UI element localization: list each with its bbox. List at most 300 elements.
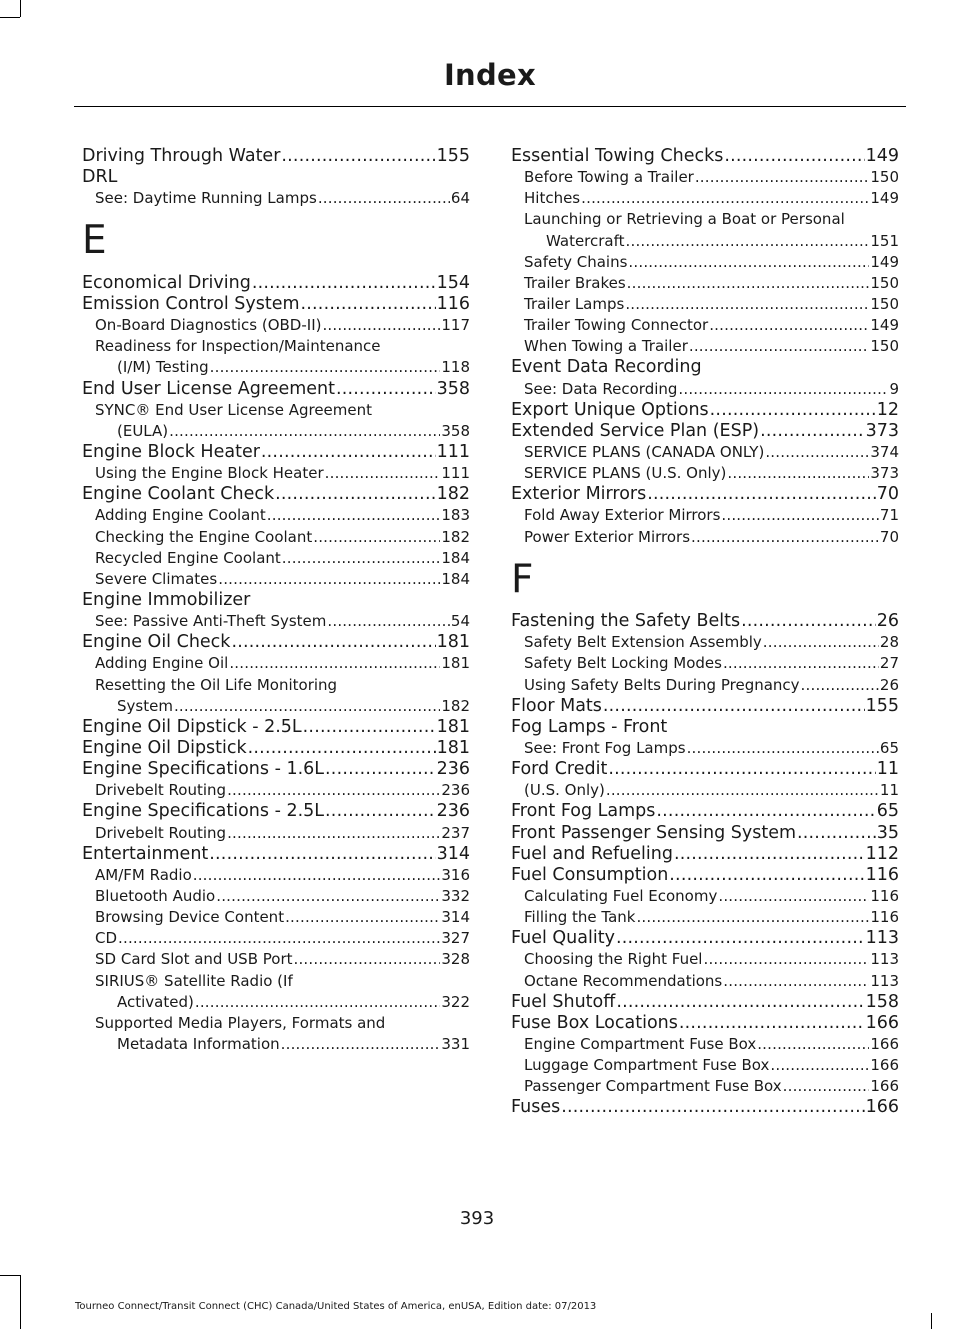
entry-label: Front Passenger Sensing System xyxy=(511,822,797,843)
dot-leader xyxy=(757,1034,869,1055)
index-subentry xyxy=(511,886,899,907)
entry-page-number: 65 xyxy=(879,738,899,757)
entry-label: See: Passive Anti-Theft System xyxy=(95,612,327,631)
entry-label: Extended Service Plan (ESP) xyxy=(511,420,760,441)
entry-label: Drivebelt Routing xyxy=(95,823,227,842)
entry-page-number: 374 xyxy=(870,442,899,461)
dot-leader xyxy=(248,738,436,759)
entry-page-number: 182 xyxy=(441,527,470,546)
index-subentry xyxy=(82,886,470,907)
dot-leader xyxy=(325,463,441,484)
entry-label: Fuel Consumption xyxy=(511,864,669,885)
dot-leader xyxy=(656,801,875,822)
entry-label: Trailer Lamps xyxy=(524,294,625,313)
dot-leader xyxy=(724,146,864,167)
dot-leader xyxy=(647,484,875,505)
index-subentry xyxy=(82,569,470,590)
entry-label: See: Front Fog Lamps xyxy=(524,738,686,757)
entry-page-number: 27 xyxy=(879,654,899,673)
entry-label: Fuel and Refueling xyxy=(511,843,673,864)
dot-leader xyxy=(327,611,450,632)
dot-leader xyxy=(294,949,441,970)
entry-page-number: 150 xyxy=(870,337,899,356)
entry-label: Activated) xyxy=(117,992,194,1011)
index-subentry xyxy=(511,949,899,970)
entry-label: On-Board Diagnostics (OBD-II) xyxy=(95,316,322,335)
entry-label: Watercraft xyxy=(546,231,625,250)
dot-leader xyxy=(709,315,869,336)
dot-leader xyxy=(727,463,869,484)
entry-label: Engine Compartment Fuse Box xyxy=(524,1034,757,1053)
entry-page-number: 70 xyxy=(876,484,899,505)
entry-page-number: 183 xyxy=(441,506,470,525)
dot-leader xyxy=(674,844,865,865)
entry-page-number: 111 xyxy=(441,464,470,483)
dot-leader xyxy=(216,886,440,907)
index-entry xyxy=(511,801,899,822)
page-title: Index xyxy=(443,58,537,92)
index-entry xyxy=(511,759,899,780)
section-letter: F xyxy=(511,556,534,602)
dot-leader xyxy=(561,1097,864,1118)
index-entry xyxy=(511,844,899,865)
entry-label: Browsing Device Content xyxy=(95,908,285,927)
entry-label: Supported Media Players, Formats and xyxy=(95,1013,386,1032)
dot-leader xyxy=(318,188,450,209)
dot-leader xyxy=(313,527,440,548)
crop-mark xyxy=(931,1313,932,1329)
index-subentry xyxy=(511,1055,899,1076)
entry-page-number: 237 xyxy=(441,823,470,842)
entry-label: Before Towing a Trailer xyxy=(524,168,694,187)
index-subentry xyxy=(511,738,899,759)
entry-page-number: 358 xyxy=(441,421,470,440)
index-subentry xyxy=(511,252,899,273)
dot-leader xyxy=(626,231,870,252)
index-subentry xyxy=(82,463,470,484)
entry-page-number: 236 xyxy=(441,781,470,800)
dot-leader xyxy=(210,357,441,378)
index-entry xyxy=(511,484,899,505)
entry-label: Entertainment xyxy=(82,843,209,864)
entry-page-number: 154 xyxy=(436,272,470,293)
index-subentry xyxy=(511,273,899,294)
entry-label: Recycled Engine Coolant xyxy=(95,548,281,567)
index-entry xyxy=(82,167,470,188)
entry-page-number: 166 xyxy=(870,1056,899,1075)
entry-page-number: 112 xyxy=(865,843,899,864)
entry-page-number: 149 xyxy=(870,189,899,208)
entry-label: Calculating Fuel Economy xyxy=(524,886,718,905)
entry-page-number: 327 xyxy=(441,929,470,948)
entry-page-number: 314 xyxy=(436,843,470,864)
index-entry xyxy=(511,928,899,949)
dot-leader xyxy=(783,1076,870,1097)
dot-leader xyxy=(193,865,441,886)
entry-label: End User License Agreement xyxy=(82,378,335,399)
index-entry xyxy=(82,590,470,611)
index-subentry xyxy=(511,315,899,336)
entry-label: Filling the Tank xyxy=(524,908,636,927)
entry-label: Fold Away Exterior Mirrors xyxy=(524,506,721,525)
dot-leader xyxy=(229,653,440,674)
dot-leader xyxy=(227,780,440,801)
index-subentry xyxy=(82,992,470,1013)
entry-label: Engine Specifications - 1.6L xyxy=(82,759,325,780)
entry-label: Power Exterior Mirrors xyxy=(524,527,691,546)
index-column-left xyxy=(82,146,470,1055)
entry-page-number: 182 xyxy=(436,484,470,505)
page-number: 393 xyxy=(459,1208,495,1229)
entry-page-number: 158 xyxy=(865,991,899,1012)
dot-leader xyxy=(721,505,879,526)
dot-leader xyxy=(169,421,440,442)
dot-leader xyxy=(741,611,876,632)
entry-page-number: 314 xyxy=(441,908,470,927)
index-subentry xyxy=(511,505,899,526)
entry-label: Severe Climates xyxy=(95,569,218,588)
entry-label: Trailer Towing Connector xyxy=(524,316,709,335)
entry-label: When Towing a Trailer xyxy=(524,337,688,356)
index-entry xyxy=(511,611,899,632)
entry-label: (EULA) xyxy=(117,421,169,440)
index-entry xyxy=(82,632,470,653)
index-subentry xyxy=(82,188,470,209)
dot-leader xyxy=(118,928,440,949)
section-letter: E xyxy=(82,218,107,264)
dot-leader xyxy=(209,844,435,865)
dot-leader xyxy=(282,548,441,569)
dot-leader xyxy=(325,759,436,780)
index-subentry xyxy=(511,971,899,992)
dot-leader xyxy=(281,1034,441,1055)
index-subentry xyxy=(82,971,470,992)
dot-leader xyxy=(797,823,876,844)
dot-leader xyxy=(627,273,870,294)
index-entry xyxy=(511,865,899,886)
index-subentry xyxy=(82,548,470,569)
entry-label: Safety Belt Extension Assembly xyxy=(524,633,762,652)
dot-leader xyxy=(760,421,865,442)
entry-label: See: Data Recording xyxy=(524,379,678,398)
entry-page-number: 149 xyxy=(870,252,899,271)
entry-label: Bluetooth Audio xyxy=(95,886,216,905)
entry-page-number: 236 xyxy=(436,801,470,822)
entry-label: Engine Specifications - 2.5L xyxy=(82,801,325,822)
dot-leader xyxy=(325,801,436,822)
entry-page-number: 373 xyxy=(870,464,899,483)
entry-label: (I/M) Testing xyxy=(117,358,209,377)
entry-page-number: 11 xyxy=(879,781,899,800)
index-subentry xyxy=(511,336,899,357)
dot-leader xyxy=(678,379,888,400)
entry-label: Readiness for Inspection/Maintenance xyxy=(95,337,381,356)
dot-leader xyxy=(625,294,869,315)
entry-label: System xyxy=(117,696,173,715)
index-subentry xyxy=(511,653,899,674)
entry-label: Drivebelt Routing xyxy=(95,781,227,800)
index-entry xyxy=(82,738,470,759)
dot-leader xyxy=(616,992,864,1013)
entry-page-number: 65 xyxy=(876,801,899,822)
crop-mark xyxy=(20,1275,21,1329)
entry-page-number: 150 xyxy=(870,273,899,292)
dot-leader xyxy=(765,442,869,463)
dot-leader xyxy=(723,971,869,992)
index-entry xyxy=(511,357,899,378)
index-entry xyxy=(82,379,470,400)
entry-page-number: 118 xyxy=(441,358,470,377)
entry-label: SERVICE PLANS (CANADA ONLY) xyxy=(524,442,765,461)
entry-label: SYNC® End User License Agreement xyxy=(95,400,373,419)
index-entry xyxy=(511,146,899,167)
dot-leader xyxy=(695,167,870,188)
entry-page-number: 35 xyxy=(876,822,899,843)
entry-label: Fuses xyxy=(511,1097,561,1118)
index-entry xyxy=(511,717,899,738)
entry-label: SERVICE PLANS (U.S. Only) xyxy=(524,464,727,483)
index-subentry xyxy=(82,336,470,357)
entry-label: Engine Oil Dipstick xyxy=(82,737,247,758)
dot-leader xyxy=(636,907,869,928)
title-divider xyxy=(74,106,906,107)
dot-leader xyxy=(770,1055,869,1076)
entry-label: DRL xyxy=(82,167,118,188)
entry-label: Adding Engine Oil xyxy=(95,654,229,673)
index-subentry xyxy=(511,527,899,548)
entry-label: Exterior Mirrors xyxy=(511,484,647,505)
entry-page-number: 181 xyxy=(436,737,470,758)
crop-mark xyxy=(0,17,20,18)
dot-leader xyxy=(218,569,440,590)
entry-page-number: 150 xyxy=(870,294,899,313)
entry-page-number: 149 xyxy=(865,146,899,166)
entry-label: Event Data Recording xyxy=(511,357,702,378)
dot-leader xyxy=(687,738,879,759)
index-subentry xyxy=(511,442,899,463)
index-subentry xyxy=(82,696,470,717)
entry-label: Choosing the Right Fuel xyxy=(524,950,703,969)
entry-label: AM/FM Radio xyxy=(95,865,192,884)
dot-leader xyxy=(718,886,869,907)
entry-label: Fuel Quality xyxy=(511,928,615,949)
entry-label: Adding Engine Coolant xyxy=(95,506,266,525)
entry-page-number: 70 xyxy=(879,527,899,546)
entry-page-number: 9 xyxy=(889,379,899,398)
entry-label: Engine Oil Check xyxy=(82,632,231,653)
index-subentry xyxy=(511,188,899,209)
entry-page-number: 26 xyxy=(876,611,899,632)
entry-label: Economical Driving xyxy=(82,272,251,293)
dot-leader xyxy=(267,505,441,526)
entry-page-number: 181 xyxy=(436,716,470,737)
dot-leader xyxy=(689,336,869,357)
entry-page-number: 11 xyxy=(876,759,899,780)
index-subentry xyxy=(82,505,470,526)
entry-page-number: 322 xyxy=(441,992,470,1011)
dot-leader xyxy=(195,992,441,1013)
index-subentry xyxy=(82,675,470,696)
index-subentry xyxy=(511,780,899,801)
dot-leader xyxy=(669,865,864,886)
index-column-right xyxy=(511,146,899,1118)
entry-label: Luggage Compartment Fuse Box xyxy=(524,1056,770,1075)
index-subentry xyxy=(511,231,899,252)
index-entry xyxy=(82,717,470,738)
entry-label: Floor Mats xyxy=(511,695,602,716)
entry-label: Essential Towing Checks xyxy=(511,146,724,166)
index-subentry xyxy=(82,823,470,844)
index-entry xyxy=(511,400,899,421)
dot-leader xyxy=(608,759,875,780)
index-entry xyxy=(511,696,899,717)
entry-label: Passenger Compartment Fuse Box xyxy=(524,1077,782,1096)
dot-leader xyxy=(691,527,879,548)
entry-label: Launching or Retrieving a Boat or Personal xyxy=(524,210,845,229)
dot-leader xyxy=(281,146,435,167)
entry-label: Fog Lamps - Front xyxy=(511,716,668,737)
entry-page-number: 184 xyxy=(441,548,470,567)
index-subentry xyxy=(511,1034,899,1055)
entry-page-number: 116 xyxy=(870,908,899,927)
index-subentry xyxy=(82,421,470,442)
index-subentry xyxy=(82,1013,470,1034)
index-subentry xyxy=(511,209,899,230)
dot-leader xyxy=(322,315,440,336)
index-entry xyxy=(511,823,899,844)
entry-label: Trailer Brakes xyxy=(524,273,626,292)
dot-leader xyxy=(174,696,440,717)
entry-page-number: 12 xyxy=(876,399,899,420)
index-entry xyxy=(82,273,470,294)
index-entry xyxy=(82,801,470,822)
entry-page-number: 182 xyxy=(441,696,470,715)
entry-page-number: 181 xyxy=(436,632,470,653)
dot-leader xyxy=(603,696,865,717)
index-entry xyxy=(82,442,470,463)
entry-page-number: 113 xyxy=(870,971,899,990)
dot-leader xyxy=(703,949,869,970)
dot-leader xyxy=(231,632,435,653)
entry-label: Resetting the Oil Life Monitoring xyxy=(95,675,338,694)
entry-page-number: 116 xyxy=(870,886,899,905)
index-subentry xyxy=(82,865,470,886)
entry-label: Safety Belt Locking Modes xyxy=(524,654,722,673)
index-subentry xyxy=(511,379,899,400)
entry-label: Safety Chains xyxy=(524,252,628,271)
entry-page-number: 116 xyxy=(436,294,470,314)
dot-leader xyxy=(679,1013,865,1034)
dot-leader xyxy=(710,400,876,421)
dot-leader xyxy=(616,928,865,949)
index-subentry xyxy=(82,357,470,378)
dot-leader xyxy=(763,632,879,653)
dot-leader xyxy=(261,442,436,463)
entry-page-number: 71 xyxy=(879,506,899,525)
dot-leader xyxy=(606,780,879,801)
index-subentry xyxy=(82,1034,470,1055)
entry-page-number: 184 xyxy=(441,569,470,588)
dot-leader xyxy=(336,379,436,400)
entry-label: Hitches xyxy=(524,189,581,208)
entry-label: Using the Engine Block Heater xyxy=(95,464,324,483)
index-subentry xyxy=(511,907,899,928)
entry-label: Front Fog Lamps xyxy=(511,801,656,822)
index-subentry xyxy=(82,400,470,421)
entry-label: Engine Oil Dipstick - 2.5L xyxy=(82,716,302,737)
entry-page-number: 155 xyxy=(865,695,899,716)
entry-label: Driving Through Water xyxy=(82,146,281,166)
footer-edition-text: Tourneo Connect/Transit Connect (CHC) Canada/United States of America, enUSA, Edition date: 07/2013 xyxy=(75,1301,597,1312)
dot-leader xyxy=(723,653,879,674)
entry-page-number: 166 xyxy=(865,1012,899,1033)
entry-label: SIRIUS® Satellite Radio (If xyxy=(95,971,293,990)
entry-page-number: 358 xyxy=(436,378,470,399)
entry-page-number: 316 xyxy=(441,865,470,884)
entry-page-number: 181 xyxy=(441,654,470,673)
entry-page-number: 113 xyxy=(865,928,899,949)
entry-page-number: 328 xyxy=(441,950,470,969)
index-subentry xyxy=(511,632,899,653)
entry-page-number: 116 xyxy=(865,864,899,885)
entry-page-number: 117 xyxy=(441,316,470,335)
entry-label: Checking the Engine Coolant xyxy=(95,527,313,546)
entry-page-number: 331 xyxy=(441,1034,470,1053)
entry-label: (U.S. Only) xyxy=(524,781,605,800)
entry-page-number: 64 xyxy=(450,189,470,208)
entry-page-number: 149 xyxy=(870,316,899,335)
entry-page-number: 236 xyxy=(436,759,470,780)
index-subentry xyxy=(511,463,899,484)
entry-label: Engine Block Heater xyxy=(82,441,260,462)
entry-label: Engine Coolant Check xyxy=(82,484,275,505)
entry-label: Octane Recommendations xyxy=(524,971,723,990)
entry-page-number: 28 xyxy=(879,633,899,652)
entry-label: See: Daytime Running Lamps xyxy=(95,189,317,208)
index-entry xyxy=(82,844,470,865)
index-entry xyxy=(82,759,470,780)
entry-page-number: 155 xyxy=(436,146,470,166)
entry-label: Fuse Box Locations xyxy=(511,1012,678,1033)
index-subentry xyxy=(82,949,470,970)
entry-label: CD xyxy=(95,929,118,948)
index-subentry xyxy=(82,315,470,336)
entry-label: Engine Immobilizer xyxy=(82,589,251,610)
entry-label: Fastening the Safety Belts xyxy=(511,611,741,632)
entry-page-number: 373 xyxy=(865,420,899,441)
entry-page-number: 166 xyxy=(865,1097,899,1118)
index-subentry xyxy=(82,928,470,949)
dot-leader xyxy=(581,188,869,209)
index-entry xyxy=(82,146,470,167)
index-entry xyxy=(82,484,470,505)
dot-leader xyxy=(303,717,436,738)
dot-leader xyxy=(628,252,869,273)
entry-page-number: 54 xyxy=(450,612,470,631)
index-entry xyxy=(511,992,899,1013)
index-entry xyxy=(511,1097,899,1118)
entry-label: Fuel Shutoff xyxy=(511,991,616,1012)
dot-leader xyxy=(801,675,879,696)
index-subentry xyxy=(82,527,470,548)
index-subentry xyxy=(82,611,470,632)
index-subentry xyxy=(82,653,470,674)
entry-label: Using Safety Belts During Pregnancy xyxy=(524,675,800,694)
crop-mark xyxy=(20,0,21,17)
entry-page-number: 166 xyxy=(870,1034,899,1053)
index-entry xyxy=(511,421,899,442)
index-subentry xyxy=(82,907,470,928)
